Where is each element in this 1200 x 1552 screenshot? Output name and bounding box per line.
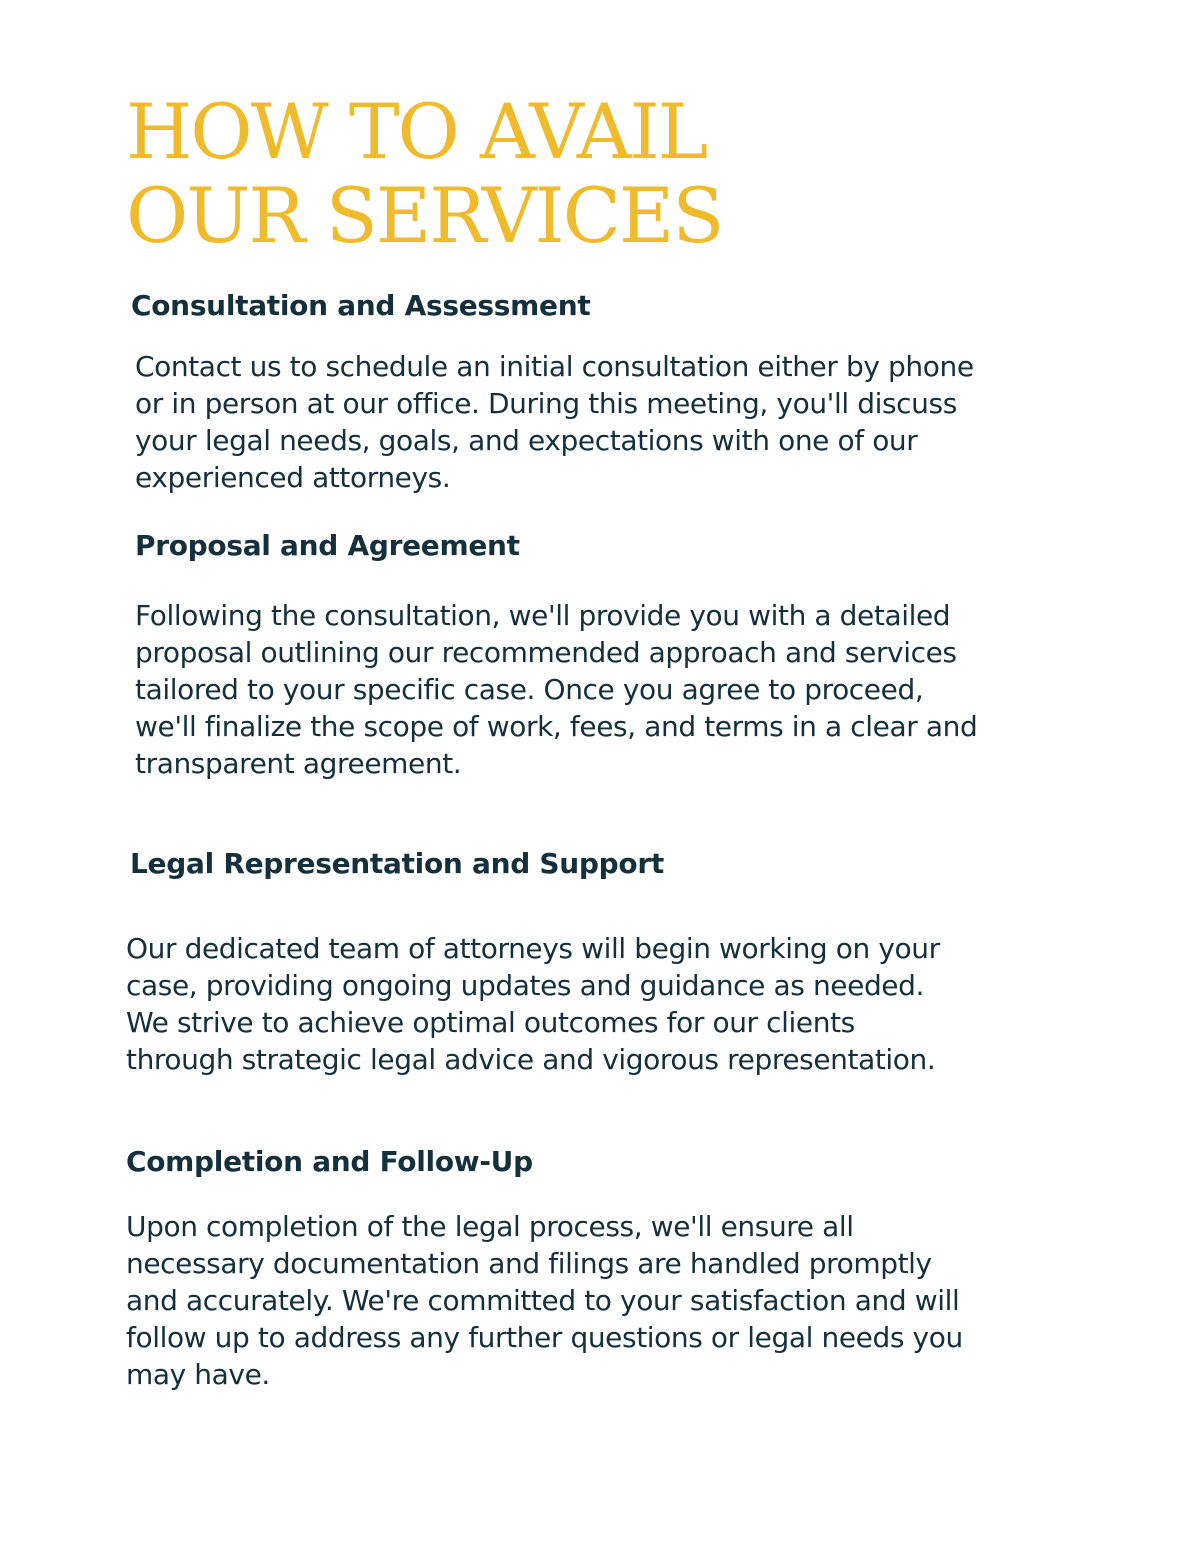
page-title	[126, 87, 723, 260]
body-line: We strive to achieve optimal outcomes for our clients	[126, 1006, 855, 1039]
body-line: your legal needs, goals, and expectations with one of our	[135, 424, 918, 457]
section-heading-completion: Completion and Follow-Up	[126, 1145, 533, 1178]
body-line: we'll finalize the scope of work, fees, and terms in a clear and	[135, 710, 978, 743]
body-line: or in person at our office. During this meeting, you'll discuss	[135, 387, 957, 420]
page-title-line-2: OUR SERVICES	[126, 171, 723, 260]
body-line: experienced attorneys.	[135, 461, 451, 494]
body-line: through strategic legal advice and vigorous representation.	[126, 1043, 936, 1076]
body-line: may have.	[126, 1358, 270, 1391]
body-line: Our dedicated team of attorneys will begin working on your	[126, 932, 940, 965]
section-heading-consultation: Consultation and Assessment	[131, 289, 591, 322]
section-heading-proposal: Proposal and Agreement	[135, 529, 520, 562]
body-line: Following the consultation, we'll provide you with a detailed	[135, 599, 951, 632]
body-line: follow up to address any further questions or legal needs you	[126, 1321, 963, 1354]
body-line: case, providing ongoing updates and guidance as needed.	[126, 969, 925, 1002]
body-line: and accurately. We're committed to your satisfaction and will	[126, 1284, 960, 1317]
body-line: proposal outlining our recommended approach and services	[135, 636, 957, 669]
body-line: tailored to your specific case. Once you agree to proceed,	[135, 673, 924, 706]
body-line: necessary documentation and filings are handled promptly	[126, 1247, 932, 1280]
page-title-line-1: HOW TO AVAIL	[126, 87, 707, 176]
section-body-completion	[126, 1208, 963, 1393]
body-line: Upon completion of the legal process, we'll ensure all	[126, 1210, 854, 1243]
section-body-proposal	[135, 597, 977, 782]
section-heading-representation: Legal Representation and Support	[130, 847, 664, 880]
section-body-representation	[126, 930, 940, 1078]
body-line: transparent agreement.	[135, 747, 462, 780]
body-line: Contact us to schedule an initial consultation either by phone	[135, 350, 974, 383]
section-body-consultation	[135, 348, 974, 496]
